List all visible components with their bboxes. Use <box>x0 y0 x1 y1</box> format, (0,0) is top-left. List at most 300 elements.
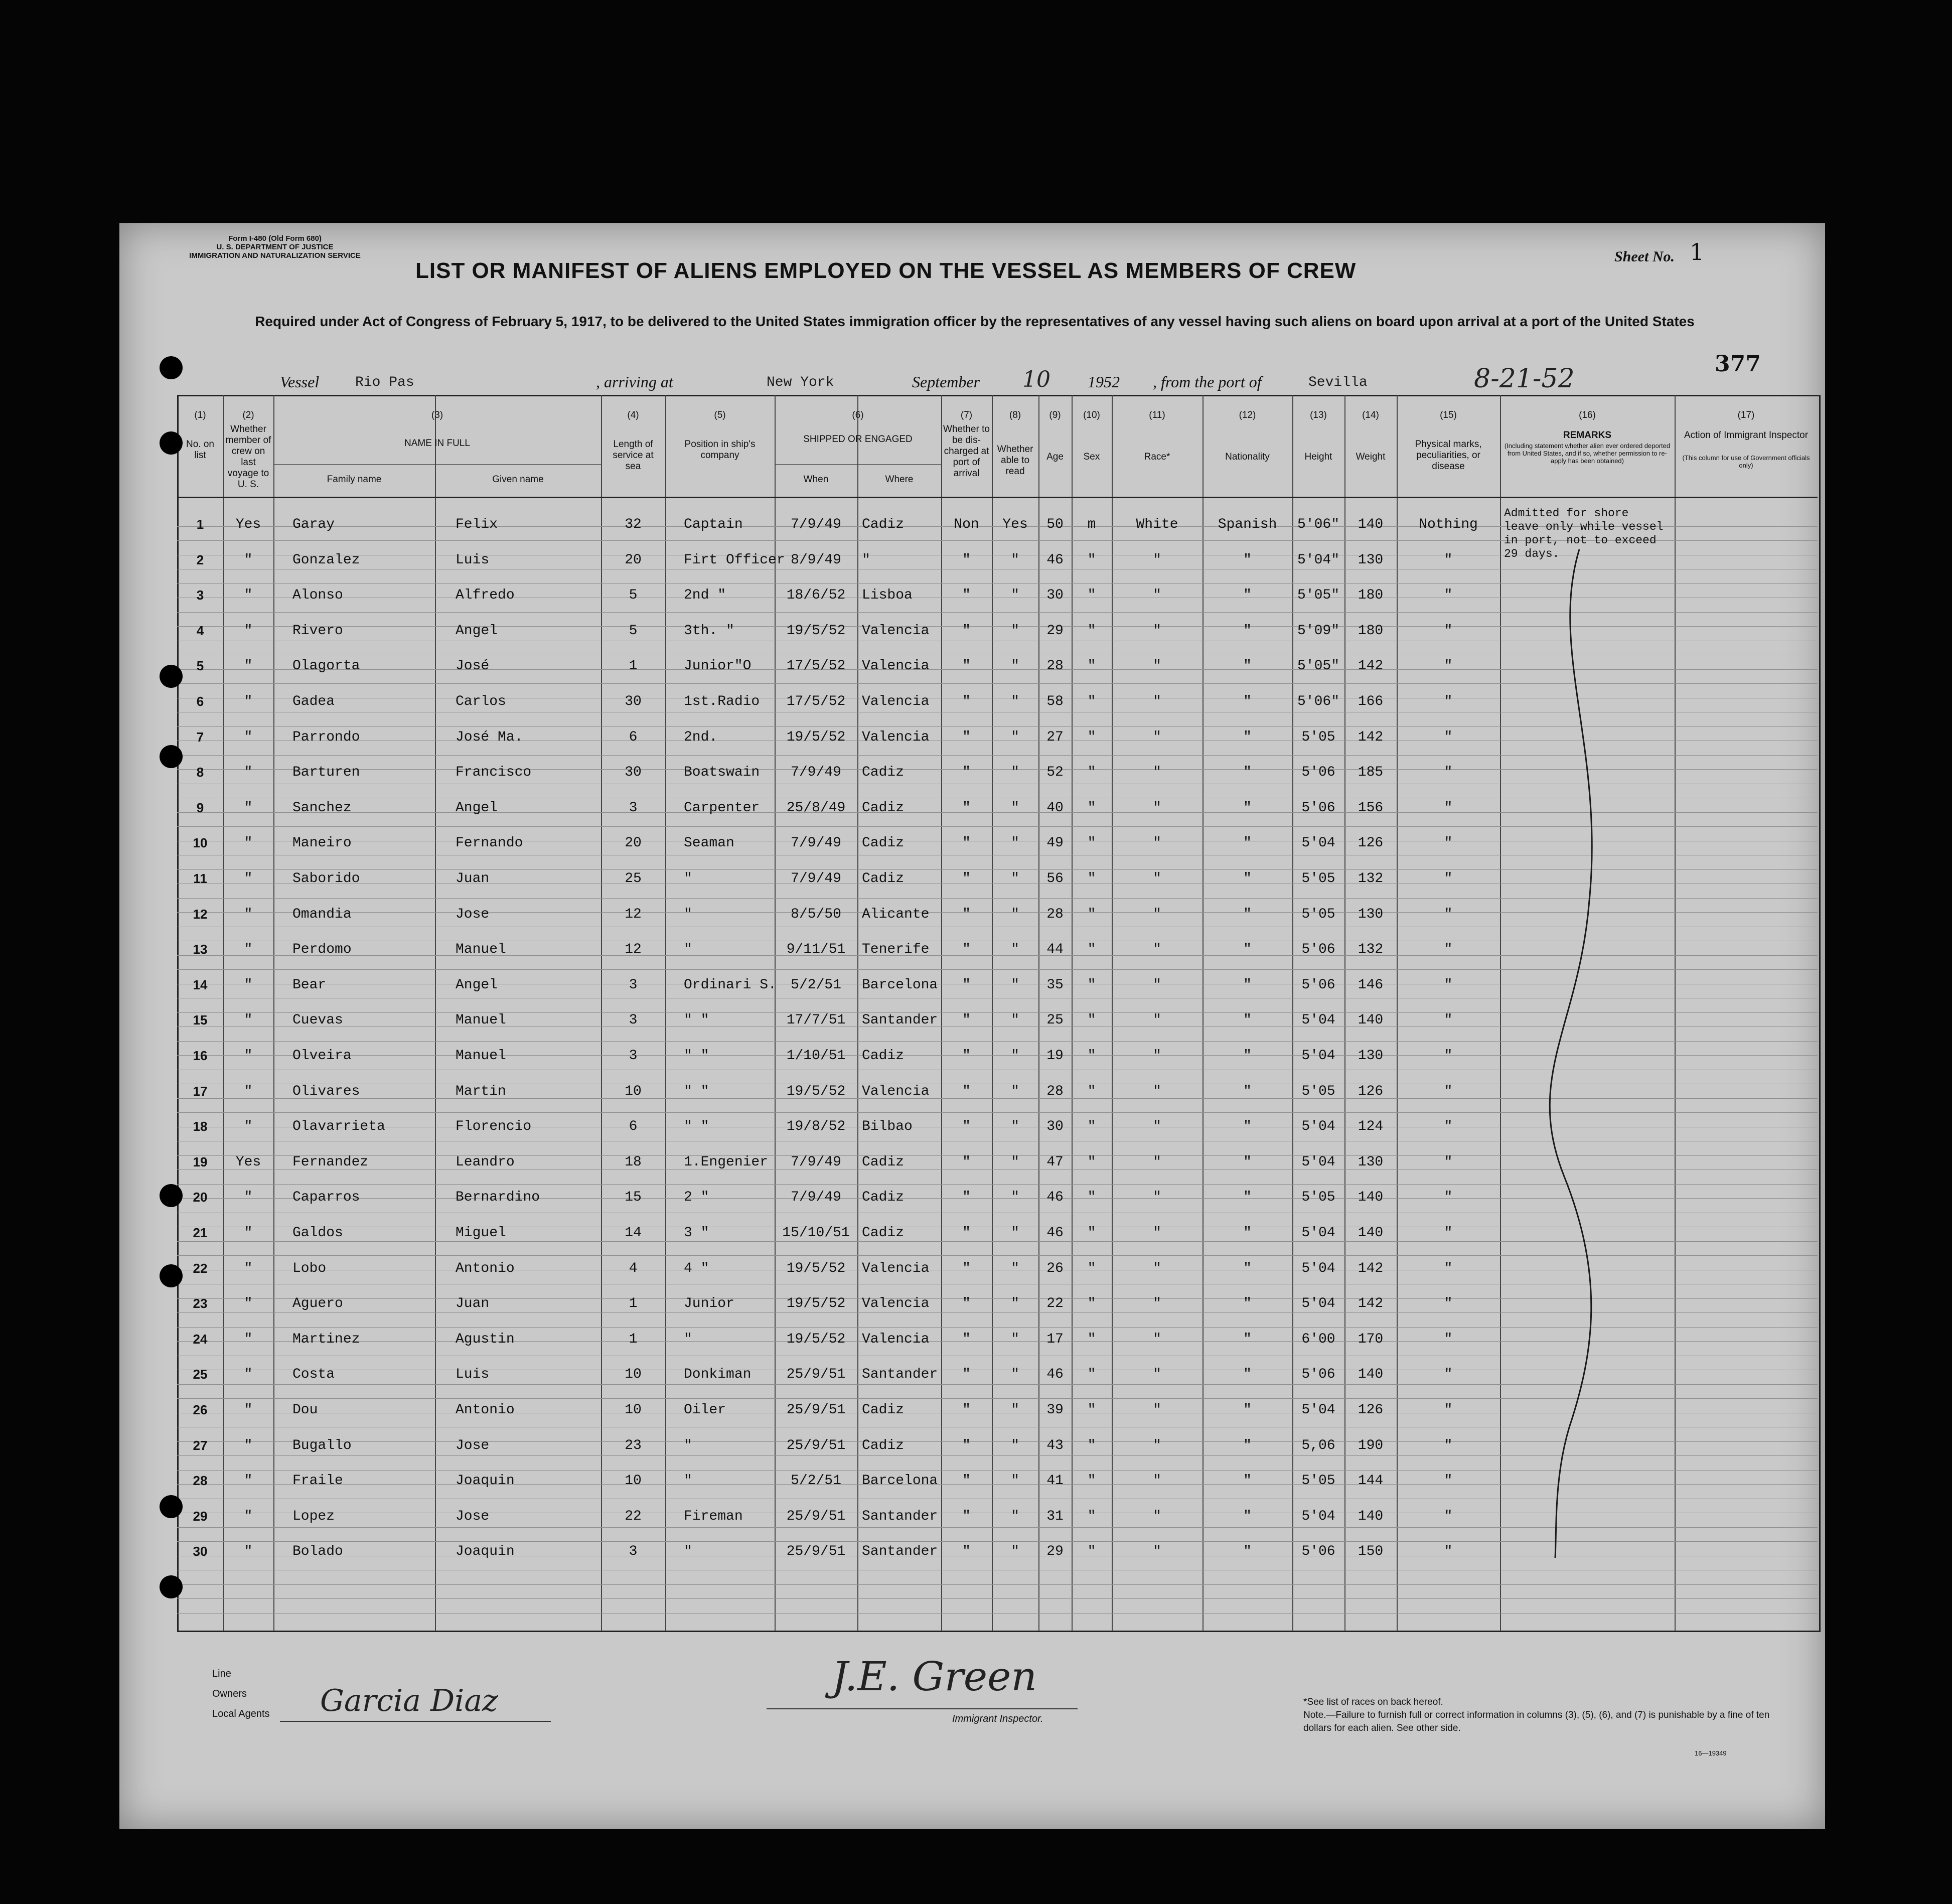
cell-age: 46 <box>1046 552 1064 568</box>
cell-age: 52 <box>1046 765 1064 781</box>
col12-header: Nationality <box>1225 452 1270 462</box>
cell-service: 12 <box>625 942 642 958</box>
cell-discharged: " <box>962 588 971 604</box>
cell-read: " <box>1011 1508 1019 1524</box>
cell-family: Aguero <box>292 1296 343 1312</box>
cell-family: Olagorta <box>292 658 360 674</box>
cell-race: " <box>1153 1083 1161 1099</box>
department-name: U. S. DEPARTMENT OF JUSTICE <box>216 243 334 251</box>
cell-crew: " <box>244 1048 253 1064</box>
cell-where: Valencia <box>862 623 930 639</box>
cell-nationality: " <box>1243 765 1252 781</box>
cell-age: 46 <box>1046 1367 1064 1383</box>
cell-service: 3 <box>629 977 638 993</box>
cell-age: 17 <box>1046 1331 1064 1347</box>
col8-header: Whether able to read <box>997 444 1033 477</box>
cell-family: Alonso <box>292 588 343 604</box>
cell-marks: " <box>1444 729 1453 745</box>
col13-header: Height <box>1304 452 1332 462</box>
cell-height: 5'06 <box>1301 800 1335 816</box>
cell-race: " <box>1153 1367 1161 1383</box>
cell-family: Olveira <box>292 1048 352 1064</box>
cell-nationality: " <box>1243 1260 1252 1276</box>
cell-nationality: " <box>1243 1473 1252 1489</box>
cell-read: " <box>1011 694 1019 709</box>
cell-crew: " <box>244 1296 253 1312</box>
cell-crew: " <box>244 1367 253 1383</box>
arrival-month: September <box>912 373 980 391</box>
cell-weight: 146 <box>1358 977 1384 993</box>
cell-family: Olivares <box>292 1083 360 1099</box>
column-divider <box>1675 395 1676 1631</box>
cell-age: 46 <box>1046 1190 1064 1206</box>
cell-marks: " <box>1444 623 1453 639</box>
cell-where: Santander <box>862 1544 938 1560</box>
cell-height: 5'05 <box>1301 1083 1335 1099</box>
cell-height: 5'09" <box>1297 623 1339 639</box>
cell-crew: " <box>244 1544 253 1560</box>
cell-no: 10 <box>193 835 208 851</box>
cell-race: " <box>1153 871 1161 887</box>
col8-number: (8) <box>1009 410 1021 420</box>
cell-service: 10 <box>625 1402 642 1418</box>
cell-race: " <box>1153 1331 1161 1347</box>
cell-read: " <box>1011 765 1019 781</box>
cell-when: 7/9/49 <box>791 1190 841 1206</box>
cell-where: Cadiz <box>862 765 905 781</box>
stamp-number: 377 <box>1715 351 1761 377</box>
cell-service: 32 <box>625 517 642 532</box>
cell-discharged: " <box>962 1296 971 1312</box>
column-divider <box>1500 395 1501 1631</box>
binder-hole <box>160 665 183 688</box>
cell-position: Fireman <box>684 1508 743 1524</box>
cell-marks: " <box>1444 942 1453 958</box>
cell-read: " <box>1011 1225 1019 1241</box>
cell-service: 5 <box>629 623 638 639</box>
cell-race: " <box>1153 1154 1161 1170</box>
cell-discharged: " <box>962 1508 971 1524</box>
cell-race: " <box>1153 1402 1161 1418</box>
cell-position: Donkiman <box>684 1367 752 1383</box>
cell-position: " " <box>684 1083 709 1099</box>
col1-header: No. on list <box>186 439 214 461</box>
cell-age: 40 <box>1046 800 1064 816</box>
cell-weight: 142 <box>1358 658 1384 674</box>
cell-sex: " <box>1087 800 1096 816</box>
cell-where: Barcelona <box>862 977 938 993</box>
cell-sex: " <box>1087 1508 1096 1524</box>
subheader-divider <box>273 464 601 465</box>
column-divider <box>665 395 666 1631</box>
cell-given: Felix <box>456 517 498 532</box>
cell-marks: " <box>1444 1508 1453 1524</box>
cell-position: " <box>684 871 692 887</box>
cell-nationality: " <box>1243 1083 1252 1099</box>
footnotes <box>1303 1696 1770 1735</box>
cell-read: " <box>1011 800 1019 816</box>
cell-weight: 130 <box>1358 552 1384 568</box>
cell-when: 25/8/49 <box>786 800 846 816</box>
cell-weight: 132 <box>1358 871 1384 887</box>
cell-service: 15 <box>625 1190 642 1206</box>
cell-age: 47 <box>1046 1154 1064 1170</box>
cell-marks: " <box>1444 552 1453 568</box>
cell-given: Luis <box>456 552 490 568</box>
cell-no: 16 <box>193 1048 208 1063</box>
cell-height: 5'06 <box>1301 1544 1335 1560</box>
cell-no: 18 <box>193 1119 208 1134</box>
cell-where: Valencia <box>862 1083 930 1099</box>
cell-when: 15/10/51 <box>782 1225 850 1241</box>
manifest-sheet <box>119 223 1825 1829</box>
col15-header: Physical marks, peculiarities, or disease <box>1415 439 1482 472</box>
cell-discharged: " <box>962 835 971 851</box>
col9-number: (9) <box>1049 410 1061 420</box>
col16-number: (16) <box>1579 410 1596 420</box>
cell-discharged: Non <box>954 517 979 532</box>
vessel-name: Rio Pas <box>355 375 414 390</box>
cell-given: Angel <box>456 977 498 993</box>
cell-position: " <box>684 1331 692 1347</box>
cell-where: Tenerife <box>862 942 930 958</box>
cell-marks: " <box>1444 1331 1453 1347</box>
cell-age: 28 <box>1046 658 1064 674</box>
cell-when: 17/5/52 <box>786 694 846 709</box>
cell-where: Cadiz <box>862 1225 905 1241</box>
cell-race: " <box>1153 623 1161 639</box>
cell-where: Valencia <box>862 694 930 709</box>
cell-crew: " <box>244 1402 253 1418</box>
cell-marks: " <box>1444 1012 1453 1029</box>
where-header: Where <box>885 474 914 485</box>
cell-where: Cadiz <box>862 1048 905 1064</box>
cell-weight: 140 <box>1358 1367 1384 1383</box>
cell-sex: " <box>1087 1402 1096 1418</box>
column-divider <box>273 395 274 1631</box>
cell-family: Galdos <box>292 1225 343 1241</box>
col6-number: (6) <box>852 410 864 420</box>
cell-marks: " <box>1444 835 1453 851</box>
cell-when: 19/5/52 <box>786 623 846 639</box>
col5-number: (5) <box>714 410 726 420</box>
cell-service: 20 <box>625 835 642 851</box>
cell-read: " <box>1011 588 1019 604</box>
cell-height: 5'05 <box>1301 871 1335 887</box>
cell-discharged: " <box>962 942 971 958</box>
cell-position: " " <box>684 1012 709 1029</box>
cell-service: 25 <box>625 871 642 887</box>
cell-family: Cuevas <box>292 1012 343 1029</box>
cell-family: Lobo <box>292 1260 327 1276</box>
cell-sex: " <box>1087 1437 1096 1453</box>
cell-service: 30 <box>625 694 642 709</box>
cell-race: " <box>1153 694 1161 709</box>
cell-position: 2nd. <box>684 729 718 745</box>
cell-nationality: " <box>1243 1508 1252 1524</box>
cell-discharged: " <box>962 906 971 922</box>
cell-nationality: " <box>1243 1331 1252 1347</box>
cell-nationality: " <box>1243 1190 1252 1206</box>
cell-sex: " <box>1087 1190 1096 1206</box>
cell-given: Jose <box>456 906 490 922</box>
cell-marks: Nothing <box>1419 517 1478 532</box>
cell-no: 14 <box>193 977 208 992</box>
cell-nationality: " <box>1243 1296 1252 1312</box>
cell-nationality: " <box>1243 1402 1252 1418</box>
cell-given: Miguel <box>456 1225 506 1241</box>
cell-nationality: " <box>1243 1154 1252 1170</box>
cell-service: 22 <box>625 1508 642 1524</box>
cell-position: " " <box>684 1119 709 1135</box>
cell-age: 30 <box>1046 1119 1064 1135</box>
cell-discharged: " <box>962 658 971 674</box>
cell-position: 3 " <box>684 1225 709 1241</box>
cell-discharged: " <box>962 1402 971 1418</box>
cell-nationality: " <box>1243 800 1252 816</box>
column-divider <box>857 395 858 1631</box>
cell-marks: " <box>1444 1544 1453 1560</box>
cell-given: Manuel <box>456 1048 506 1064</box>
cell-crew: " <box>244 1225 253 1241</box>
cell-where: Cadiz <box>862 1437 905 1453</box>
cell-weight: 142 <box>1358 1260 1384 1276</box>
cell-weight: 150 <box>1358 1544 1384 1560</box>
cell-sex: " <box>1087 871 1096 887</box>
cell-service: 1 <box>629 1296 638 1312</box>
col5-header: Position in ship's company <box>684 439 756 461</box>
cell-service: 23 <box>625 1437 642 1453</box>
cell-no: 13 <box>193 942 208 957</box>
binder-hole <box>160 1495 183 1518</box>
cell-sex: " <box>1087 1083 1096 1099</box>
cell-no: 3 <box>196 588 204 603</box>
cell-crew: " <box>244 1331 253 1347</box>
col11-number: (11) <box>1149 410 1165 420</box>
cell-nationality: " <box>1243 658 1252 674</box>
cell-no: 4 <box>196 623 204 638</box>
col6-header: SHIPPED OR ENGAGED <box>803 434 913 445</box>
cell-race: " <box>1153 1190 1161 1206</box>
cell-sex: " <box>1087 694 1096 709</box>
cell-when: 19/5/52 <box>786 729 846 745</box>
cell-service: 6 <box>629 1119 638 1135</box>
cell-given: Jose <box>456 1508 490 1524</box>
cell-position: 1st.Radio <box>684 694 760 709</box>
cell-height: 5'04 <box>1301 1119 1335 1135</box>
cell-where: Valencia <box>862 1260 930 1276</box>
cell-read: " <box>1011 906 1019 922</box>
cell-given: Carlos <box>456 694 506 709</box>
cell-discharged: " <box>962 1190 971 1206</box>
column-divider <box>435 395 436 1631</box>
cell-family: Bugallo <box>292 1437 352 1453</box>
cell-sex: " <box>1087 906 1096 922</box>
cell-weight: 140 <box>1358 1012 1384 1029</box>
cell-crew: " <box>244 1012 253 1029</box>
cell-no: 19 <box>193 1154 208 1169</box>
cell-service: 12 <box>625 906 642 922</box>
cell-position: 3th. " <box>684 623 734 639</box>
cell-read: " <box>1011 1473 1019 1489</box>
cell-when: 1/10/51 <box>786 1048 846 1064</box>
cell-weight: 126 <box>1358 1402 1384 1418</box>
cell-weight: 166 <box>1358 694 1384 709</box>
cell-sex: " <box>1087 835 1096 851</box>
cell-marks: " <box>1444 800 1453 816</box>
col9-header: Age <box>1046 452 1064 462</box>
col10-header: Sex <box>1083 452 1100 462</box>
cell-race: " <box>1153 1508 1161 1524</box>
cell-height: 5'05 <box>1301 1190 1335 1206</box>
cell-no: 20 <box>193 1190 208 1205</box>
col1-number: (1) <box>194 410 206 420</box>
cell-where: Cadiz <box>862 871 905 887</box>
form-code: 16—19349 <box>1695 1749 1727 1757</box>
cell-given: Martin <box>456 1083 506 1099</box>
cell-height: 5'05 <box>1301 729 1335 745</box>
page-title: LIST OR MANIFEST OF ALIENS EMPLOYED ON THE VESSEL AS MEMBERS OF CREW <box>415 258 1357 283</box>
col17-header: Action of Immigrant Inspector <box>1684 430 1809 441</box>
cell-discharged: " <box>962 1154 971 1170</box>
cell-weight: 142 <box>1358 729 1384 745</box>
cell-crew: Yes <box>235 1154 261 1170</box>
penalty-note: Note.—Failure to furnish full or correct information in columns (3), (5), (6), and (7) is punishable by a fine of ten dollars for each alien. See other side. <box>1303 1710 1770 1733</box>
cell-where: Santander <box>862 1012 938 1029</box>
requirement-text: Required under Act of Congress of February 5, 1917, to be delivered to the United States immigration officer by the representatives of any vessel having such aliens on board upon arrival at a port of the United States <box>255 314 1695 329</box>
cell-given: Luis <box>456 1367 490 1383</box>
cell-when: 25/9/51 <box>786 1437 846 1453</box>
cell-family: Fraile <box>292 1473 343 1489</box>
cell-nationality: " <box>1243 1012 1252 1029</box>
cell-sex: " <box>1087 1119 1096 1135</box>
col2-number: (2) <box>242 410 254 420</box>
cell-crew: " <box>244 623 253 639</box>
cell-service: 10 <box>625 1473 642 1489</box>
cell-crew: " <box>244 906 253 922</box>
departure-port: Sevilla <box>1308 375 1368 390</box>
cell-sex: " <box>1087 658 1096 674</box>
cell-race: " <box>1153 765 1161 781</box>
cell-where: " <box>862 552 870 568</box>
line-label: Line <box>212 1668 231 1679</box>
cell-height: 5'04 <box>1301 835 1335 851</box>
col4-number: (4) <box>627 410 639 420</box>
cell-where: Valencia <box>862 1296 930 1312</box>
cell-height: 5'04 <box>1301 1154 1335 1170</box>
agents-signature-line <box>280 1721 551 1722</box>
cell-race: " <box>1153 1012 1161 1029</box>
cell-race: " <box>1153 835 1161 851</box>
cell-position: Firt Officer <box>684 552 785 568</box>
cell-height: 5'04 <box>1301 1012 1335 1029</box>
cell-height: 5'06 <box>1301 942 1335 958</box>
cell-service: 10 <box>625 1367 642 1383</box>
cell-given: Manuel <box>456 942 506 958</box>
cell-read: " <box>1011 552 1019 568</box>
cell-weight: 140 <box>1358 517 1384 532</box>
cell-weight: 190 <box>1358 1437 1384 1453</box>
cell-weight: 140 <box>1358 1190 1384 1206</box>
cell-no: 1 <box>196 517 204 532</box>
cell-discharged: " <box>962 1331 971 1347</box>
cell-where: Valencia <box>862 729 930 745</box>
cell-where: Cadiz <box>862 800 905 816</box>
vessel-label: Vessel <box>280 373 320 391</box>
cell-given: Angel <box>456 623 498 639</box>
cell-service: 5 <box>629 588 638 604</box>
cell-when: 19/5/52 <box>786 1296 846 1312</box>
ruled-line <box>177 1613 1818 1614</box>
cell-nationality: " <box>1243 694 1252 709</box>
cell-given: José <box>456 658 490 674</box>
arriving-label: , arriving at <box>596 373 673 391</box>
agent-signature: Garcia Diaz <box>320 1683 498 1718</box>
subheader-divider <box>775 464 941 465</box>
cell-race: " <box>1153 729 1161 745</box>
cell-where: Bilbao <box>862 1119 913 1135</box>
cell-crew: " <box>244 1260 253 1276</box>
cell-weight: 124 <box>1358 1119 1384 1135</box>
cell-when: 19/5/52 <box>786 1083 846 1099</box>
cell-marks: " <box>1444 1083 1453 1099</box>
cell-discharged: " <box>962 765 971 781</box>
cell-when: 18/6/52 <box>786 588 846 604</box>
cell-age: 25 <box>1046 1012 1064 1029</box>
cell-family: Bolado <box>292 1544 343 1560</box>
cell-crew: " <box>244 1083 253 1099</box>
cell-age: 28 <box>1046 906 1064 922</box>
cell-marks: " <box>1444 1260 1453 1276</box>
cell-family: Saborido <box>292 871 360 887</box>
cell-given: José Ma. <box>456 729 523 745</box>
cell-position: " <box>684 1437 692 1453</box>
cell-age: 31 <box>1046 1508 1064 1524</box>
cell-age: 28 <box>1046 1083 1064 1099</box>
cell-read: Yes <box>1002 517 1028 532</box>
cell-weight: 140 <box>1358 1225 1384 1241</box>
cell-discharged: " <box>962 1225 971 1241</box>
cell-no: 5 <box>196 658 204 674</box>
remarks-wavy-line <box>1534 549 1614 1563</box>
cell-given: Angel <box>456 800 498 816</box>
cell-marks: " <box>1444 694 1453 709</box>
cell-family: Olavarrieta <box>292 1119 385 1135</box>
cell-given: Florencio <box>456 1119 532 1135</box>
cell-weight: 156 <box>1358 800 1384 816</box>
from-port-label: , from the port of <box>1153 373 1262 391</box>
cell-read: " <box>1011 1437 1019 1453</box>
arrival-year: 1952 <box>1088 373 1120 391</box>
cell-where: Barcelona <box>862 1473 938 1489</box>
owners-label: Owners <box>212 1688 247 1699</box>
cell-crew: " <box>244 1119 253 1135</box>
cell-nationality: " <box>1243 1119 1252 1135</box>
cell-race: White <box>1136 517 1178 532</box>
cell-race: " <box>1153 658 1161 674</box>
cell-read: " <box>1011 1048 1019 1064</box>
cell-read: " <box>1011 1012 1019 1029</box>
col17-number: (17) <box>1737 410 1755 420</box>
cell-age: 58 <box>1046 694 1064 709</box>
cell-discharged: " <box>962 1083 971 1099</box>
col16-header: REMARKS <box>1563 430 1612 441</box>
cell-no: 30 <box>193 1544 208 1559</box>
cell-position: Ordinari S. <box>684 977 777 993</box>
col17-note: (This column for use of Government officials only) <box>1682 454 1810 469</box>
cell-sex: " <box>1087 1154 1096 1170</box>
cell-service: 6 <box>629 729 638 745</box>
